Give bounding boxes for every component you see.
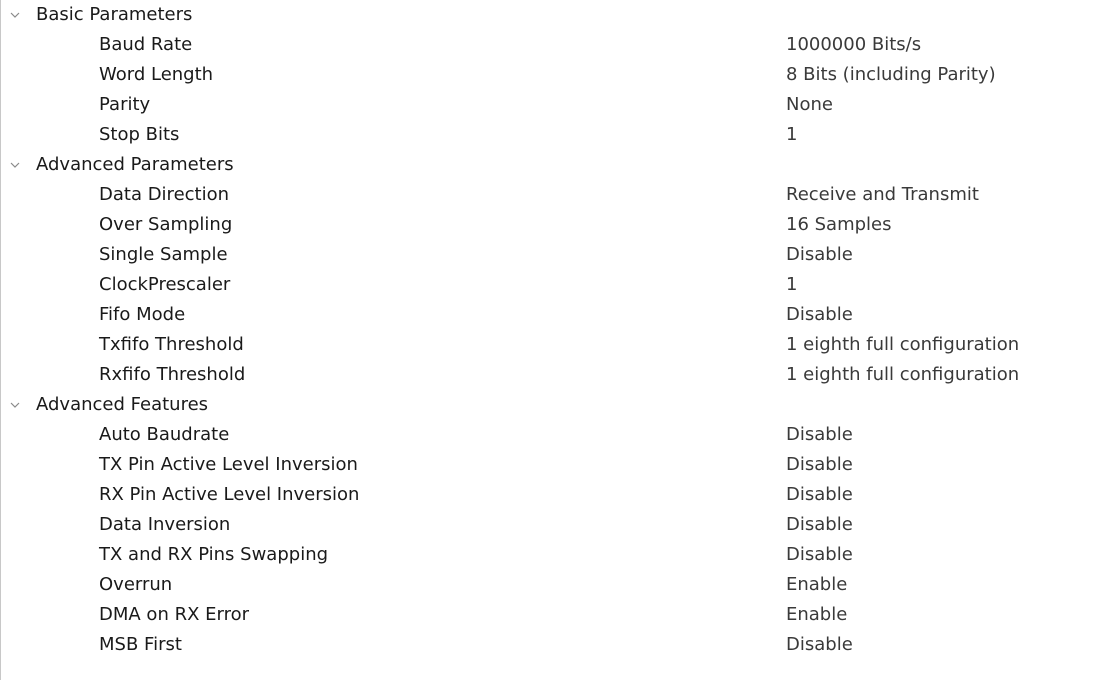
param-value[interactable]: Enable [786, 604, 848, 625]
param-row-msb-first[interactable] [0, 630, 1115, 660]
param-row-overrun[interactable] [0, 570, 1115, 600]
group-label: Basic Parameters [36, 4, 193, 25]
param-name: DMA on RX Error [99, 604, 250, 625]
param-name: Parity [99, 94, 151, 115]
group-advanced-features[interactable] [0, 390, 1115, 420]
param-name: Single Sample [99, 244, 228, 265]
param-row-rxfifo-threshold[interactable] [0, 360, 1115, 390]
param-value[interactable]: Disable [786, 244, 853, 265]
param-value[interactable]: Disable [786, 544, 853, 565]
param-value[interactable]: Receive and Transmit [786, 184, 979, 205]
param-value[interactable]: Disable [786, 634, 853, 655]
param-row-clock-prescaler[interactable] [0, 270, 1115, 300]
param-value[interactable]: 8 Bits (including Parity) [786, 64, 996, 85]
chevron-down-icon[interactable] [10, 160, 20, 170]
param-value[interactable]: Disable [786, 514, 853, 535]
param-value[interactable]: Disable [786, 484, 853, 505]
group-basic-parameters[interactable] [0, 0, 1115, 30]
param-name: ClockPrescaler [99, 274, 231, 295]
param-row-single-sample[interactable] [0, 240, 1115, 270]
group-label: Advanced Features [36, 394, 209, 415]
param-value[interactable]: Enable [786, 574, 848, 595]
param-name: Data Direction [99, 184, 230, 205]
param-value[interactable]: Disable [786, 304, 853, 325]
group-label: Advanced Parameters [36, 154, 234, 175]
param-name: Baud Rate [99, 34, 193, 55]
param-value[interactable]: 1 eighth full configuration [786, 364, 1020, 385]
param-row-auto-baudrate[interactable] [0, 420, 1115, 450]
param-name: Txfifo Threshold [99, 334, 244, 355]
param-row-pins-swapping[interactable] [0, 540, 1115, 570]
param-name: TX Pin Active Level Inversion [99, 454, 358, 475]
param-name: Auto Baudrate [99, 424, 230, 445]
param-row-tx-pin-inversion[interactable] [0, 450, 1115, 480]
param-name: Data Inversion [99, 514, 231, 535]
param-value[interactable]: 1 eighth full configuration [786, 334, 1020, 355]
param-name: Overrun [99, 574, 173, 595]
chevron-down-icon[interactable] [10, 400, 20, 410]
param-name: Rxfifo Threshold [99, 364, 246, 385]
param-value[interactable]: 1000000 Bits/s [786, 34, 922, 55]
group-advanced-parameters[interactable] [0, 150, 1115, 180]
param-value[interactable]: None [786, 94, 833, 115]
param-row-stop-bits[interactable] [0, 120, 1115, 150]
param-row-over-sampling[interactable] [0, 210, 1115, 240]
param-name: Stop Bits [99, 124, 180, 145]
param-row-data-inversion[interactable] [0, 510, 1115, 540]
param-name: MSB First [99, 634, 182, 655]
param-row-fifo-mode[interactable] [0, 300, 1115, 330]
param-value[interactable]: 1 [786, 274, 798, 295]
param-row-parity[interactable] [0, 90, 1115, 120]
param-value[interactable]: 16 Samples [786, 214, 892, 235]
param-row-baud-rate[interactable] [0, 30, 1115, 60]
param-value[interactable]: Disable [786, 424, 853, 445]
param-row-data-direction[interactable] [0, 180, 1115, 210]
param-row-word-length[interactable] [0, 60, 1115, 90]
param-name: RX Pin Active Level Inversion [99, 484, 360, 505]
param-row-rx-pin-inversion[interactable] [0, 480, 1115, 510]
param-row-txfifo-threshold[interactable] [0, 330, 1115, 360]
param-value[interactable]: Disable [786, 454, 853, 475]
param-row-dma-on-rx-error[interactable] [0, 600, 1115, 630]
param-name: TX and RX Pins Swapping [99, 544, 329, 565]
chevron-down-icon[interactable] [10, 10, 20, 20]
param-name: Fifo Mode [99, 304, 186, 325]
param-name: Over Sampling [99, 214, 233, 235]
param-value[interactable]: 1 [786, 124, 798, 145]
param-name: Word Length [99, 64, 214, 85]
